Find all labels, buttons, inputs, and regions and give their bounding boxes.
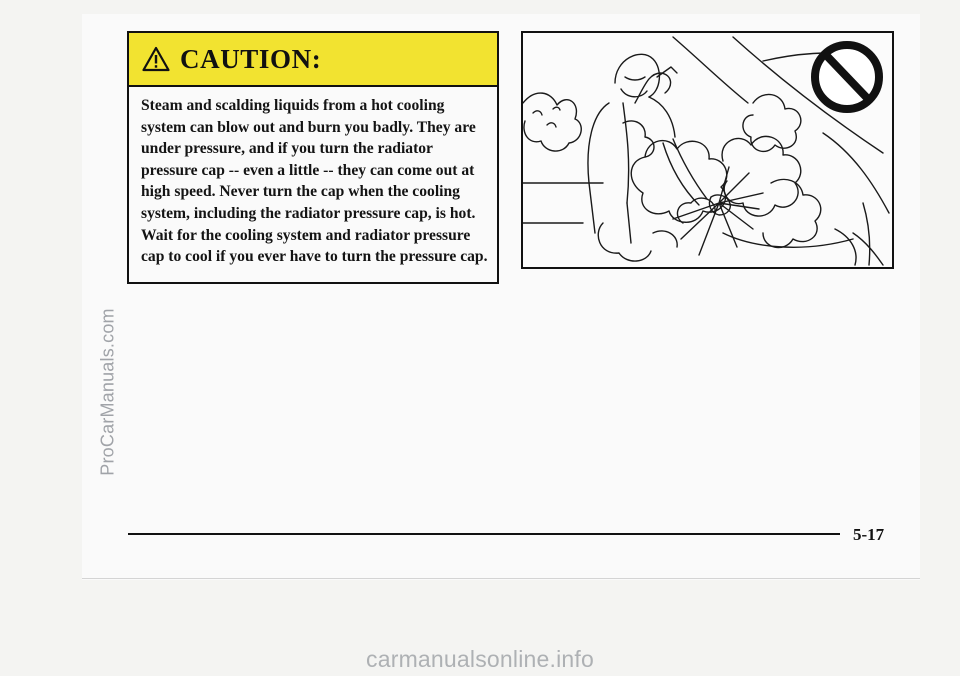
caution-text: Steam and scalding liquids from a hot cooling system can blow out and burn you badly. They are under pressure, and if you turn the radiator pressure cap -- even a little -- they can come out at high speed. Never turn the cap when the cooling system, including the radiator pressure cap, is hot. Wait for the cooling system and radiator pressure cap to cool if you ever have to turn the pressure cap. xyxy=(141,97,488,266)
page-number: 5-17 xyxy=(853,525,885,544)
radiator-steam-illustration xyxy=(521,31,894,269)
caution-header xyxy=(129,33,497,87)
footer-rule xyxy=(128,533,840,535)
page-edge-line xyxy=(82,578,920,579)
caution-title: CAUTION: xyxy=(180,43,322,74)
caution-box xyxy=(127,31,499,284)
side-watermark: ProCarManuals.com xyxy=(97,308,118,476)
no-symbol-icon xyxy=(815,45,879,109)
steam-burn-drawing xyxy=(523,33,892,267)
warning-triangle-icon xyxy=(142,46,170,72)
bottom-watermark: carmanualsonline.info xyxy=(366,646,594,672)
